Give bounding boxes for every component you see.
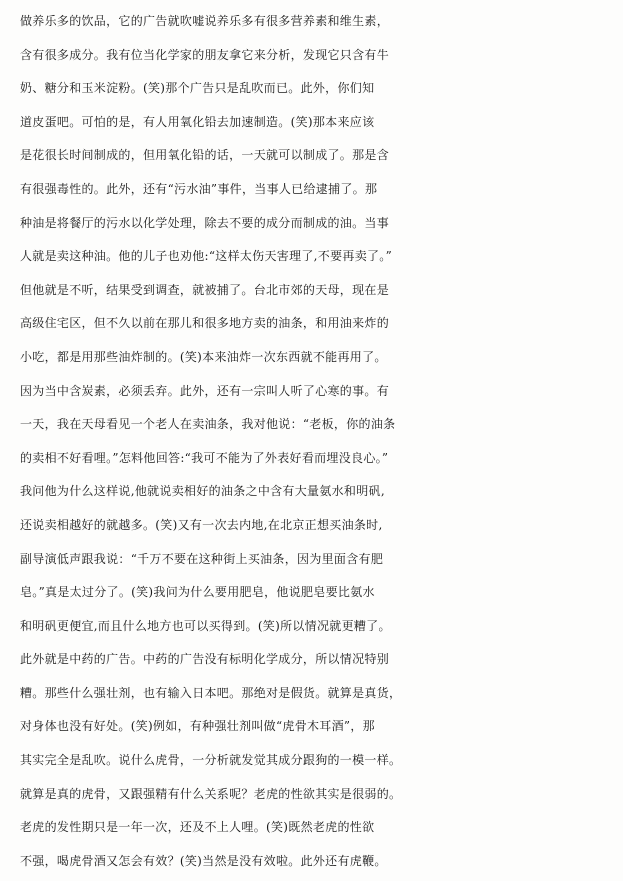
text-line: 副导演低声跟我说：“千万不要在这种街上买油条，因为里面含有肥 xyxy=(20,551,384,566)
text-line: 还说卖相越好的就越多。(笑)又有一次去内地,在北京正想买油条时, xyxy=(20,517,383,532)
text-line: 对身体也没有好处。(笑)例如，有种强壮剂叫做“虎骨木耳酒”，那 xyxy=(20,719,375,734)
text-line: 其实完全是乱吹。说什么虎骨，一分析就发觉其成分跟狗的一模一样。 xyxy=(20,753,402,768)
text-line: 皂。”真是太过分了。(笑)我问为什么要用肥皂，他说肥皂要比氨水 xyxy=(20,585,375,600)
text-line: 的卖相不好看哩。”怎料他回答:“我可不能为了外表好看而埋没良心。” xyxy=(20,450,389,465)
text-line: 做养乐多的饮品，它的广告就吹嘘说养乐多有很多营养素和维生素， xyxy=(20,14,390,28)
body-text xyxy=(20,5,620,878)
text-line: 但他就是不听，结果受到调查，就被捕了。台北市郊的天母，现在是 xyxy=(20,282,390,297)
text-line: 和明矾更便宜,而且什么地方也可以买得到。(笑)所以情况就更糟了。 xyxy=(20,618,391,633)
text-line: 是花很长时间制成的，但用氧化铅的话，一天就可以制成了。那是含 xyxy=(20,148,390,163)
text-line: 老虎的发性期只是一年一次，还及不上人哩。(笑)既然老虎的性欲 xyxy=(20,820,375,835)
text-line: 我问他为什么这样说,他就说卖相好的油条之中含有大量氨水和明矾, xyxy=(20,484,385,499)
text-line: 因为当中含炭素，必须丢弃。此外，还有一宗叫人听了心寒的事。有 xyxy=(20,383,390,398)
text-line: 就算是真的虎骨，又跟强精有什么关系呢？老虎的性欲其实是很弱的。 xyxy=(20,786,402,801)
text-line: 有很强毒性的。此外，还有“污水油”事件，当事人已给逮捕了。那 xyxy=(20,181,378,196)
text-line: 人就是卖这种油。他的儿子也劝他:“这样太伤天害理了,不要再卖了。” xyxy=(20,249,393,264)
text-line: 高级住宅区，但不久以前在那儿和很多地方卖的油条，和用油来炸的 xyxy=(20,316,390,331)
text-line: 不强，喝虎骨酒又怎会有效？(笑)当然是没有效啦。此外还有虎鞭。 xyxy=(20,853,387,868)
text-line: 含有很多成分。我有位当化学家的朋友拿它来分析，发现它只含有牛 xyxy=(20,47,390,62)
text-line: 糟。那些什么强壮剂，也有输入日本吧。那绝对是假货。就算是真货， xyxy=(20,685,402,700)
text-line: 道皮蛋吧。可怕的是，有人用氧化铅去加速制造。(笑)那本来应该 xyxy=(20,114,375,129)
text-line: 种油是将餐厅的污水以化学处理，除去不要的成分而制成的油。当事 xyxy=(20,215,390,230)
text-line: 此外就是中药的广告。中药的广告没有标明化学成分，所以情况特别 xyxy=(20,652,390,667)
text-line: 一天，我在天母看见一个老人在卖油条，我对他说：“老板，你的油条 xyxy=(20,417,396,432)
text-line: 奶、糖分和玉米淀粉。(笑)那个广告只是乱吹而已。此外，你们知 xyxy=(20,81,375,96)
text-line: 小吃，都是用那些油炸制的。(笑)本来油炸一次东西就不能再用了。 xyxy=(20,349,387,364)
